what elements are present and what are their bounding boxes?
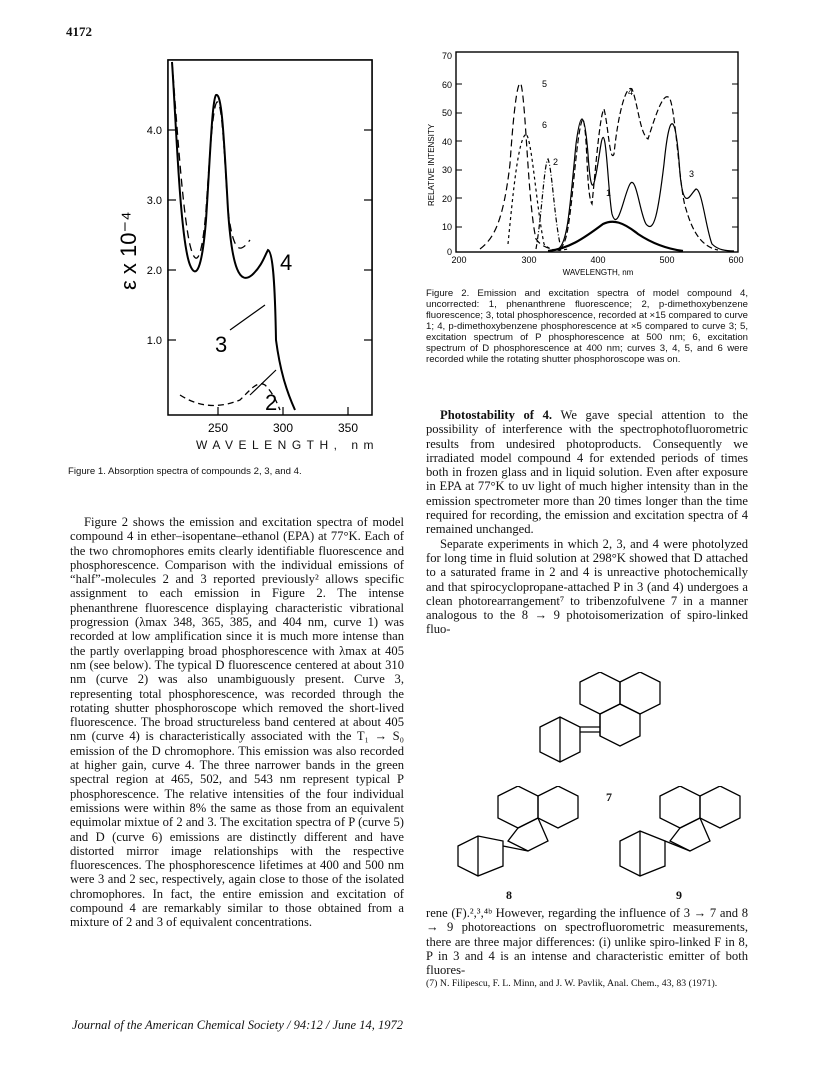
figure-2-caption (426, 288, 748, 365)
figure-1-frame (168, 60, 372, 415)
figure-2-plot (418, 44, 748, 284)
fig2-ytick: 20 (441, 194, 452, 204)
fig2-caption-text: Emission and excitation spectra of model compound 4, uncorrected: 1, phenanthrene fluorescence; 2, p-dimethoxybenzene fluorescence; 3, total phosphorescence, recorded at ×15 compared to curve 1; 4, p-dimethoxybenzene phosphorescence at ×5 compared to curve 3; 5, excitation spectrum of P phosphorescence at 500 nm; 6, excitation spectrum of D phosphorescence at 400 nm; curves 3, 4, 5, and 6 were recorded while the rotating shutter phosphoroscope was on. (426, 288, 748, 365)
structure-label-9: 9 (676, 888, 682, 902)
structure-7-tribenzofulvene (520, 672, 720, 772)
fig2-curve-label: 2 (553, 157, 559, 167)
fig2-xtick: 600 (728, 255, 744, 265)
fig1-ytick: 3.0 (146, 195, 162, 207)
right-column-top (426, 408, 748, 637)
fig2-caption-label: Figure 2. (426, 288, 470, 299)
left-column (70, 515, 404, 930)
structure-label-8: 8 (506, 888, 512, 902)
fig2-ytick: 70 (441, 51, 452, 61)
left-body-paragraph: Figure 2 shows the emission and excitation spectra of model compound 4 in ether–isopentane–ethanol (EPA) at 77°K. Each of the two chromophores emits clearly identifiable fluorescence and phosphorescence. Comparison with the individual emissions of “half”-molecules 2 and 3 reported previously² allows specific assignment to each emission in Figure 2. The intense phenanthrene fluorescence displaying characteristic vibrational progression (λmax 348, 365, 385, and 404 nm, curve 1) was recorded at low amplification since it is much more intense than the partly overlapping broad phosphorescence with λmax at 405 nm (see below). The typical D fluorescence centered at about 310 nm (curve 2) was also unambiguously present. Curve 3, representing total phosphorescence, was recorded through the rotating shutter phosphoroscope which removed the short-lived fluorescence. The broad structureless band centered at about 405 nm (curve 4) is characteristically associated with the T₁ → S₀ emission of the D chromophore. This emission was also recorded at higher gain, curve 4. The three narrower bands in the green spectral region at 465, 502, and 543 nm represent typical P phosphorescence. The relative intensities of the four individual emissions were within 8% the same as those from an equivalent equimolar mixtue of 2 and 3. The excitation spectra of P (curve 5) and D (curve 6) emissions are distinctly different and have distorted mirror image relationships with the respective fluorescences. The phosphorescence lifetimes at 400 and 500 nm were 3 and 2 sec, respectively, again close to those of the isolated chromophores. In fact, the entire emission and excitation of compound 4 are remarkably similar to those obtained from a mixture of 2 and 3 of equivalent concentrations. (70, 515, 404, 930)
fig2-xtick: 300 (521, 255, 537, 265)
fig1-ylabel: ε x 10⁻⁴ (116, 211, 141, 290)
fig1-ytick: 2.0 (146, 265, 162, 277)
figure-1-plot (90, 40, 410, 440)
fig1-curve-label: 3 (215, 332, 228, 357)
right-paragraph-1: We gave special attention to the possibility of interference with the spectrophotofluorometric results from undesired photoproducts. Consequently we irradiated model compound 4 for extended periods of times both in frozen glass and in liquid solution. Even after exposure in EPA at 77°K to uv light of much higher intensity than in the emission spectrometer more than 20 times longer than the time required for recording, the emission and excitation spectra of 4 remained unchanged. (426, 408, 749, 537)
fig1-xlabel: WAVELENGTH, nm (196, 438, 380, 452)
fig1-curve-label: 2 (265, 390, 278, 415)
fig1-ytick: 4.0 (146, 125, 162, 137)
fig2-xtick: 400 (590, 255, 606, 265)
fig2-ytick: 50 (441, 108, 452, 118)
fig2-xlabel: WAVELENGTH, nm (562, 268, 634, 277)
right-column-bottom (426, 906, 748, 977)
page-number: 4172 (66, 24, 92, 39)
fig1-caption-text: Absorption spectra of compounds 2, 3, and 4. (108, 466, 302, 477)
fig2-ytick: 0 (446, 247, 452, 257)
fig2-curve-label: 6 (542, 120, 548, 130)
fig2-curve-label: 5 (542, 79, 548, 89)
fig1-xtick: 350 (337, 421, 359, 435)
right-paragraph-2: Separate experiments in which 2, 3, and 4 were photolyzed for long time in fluid solution at 298°K showed that D attached to a saturated frame in 2 and 4 is unreactive photochemically and that spirocyclopropane-attached P in 3 (and 4) undergoes a clean photorearrangement⁷ to tribenzofulvene 7 in a manner analogous to the 8 → 9 photoisomerization of spiro-linked fluo- (426, 536, 748, 637)
fig2-curve-label: 4 (628, 87, 634, 97)
fig2-ytick: 60 (441, 80, 452, 90)
journal-footer: Journal of the American Chemical Society / 94:12 / June 14, 1972 (72, 1018, 403, 1032)
figure-1-caption (68, 466, 408, 477)
fig1-caption-label: Figure 1. (68, 466, 106, 477)
structure-8-spirofluorene (448, 786, 588, 886)
fig1-xtick: 250 (207, 421, 229, 435)
fig2-xtick: 500 (659, 255, 675, 265)
right-paragraph-3: rene (F).²,³,⁴ᵇ However, regarding the influence of 3 → 7 and 8 → 9 photoreactions on spectrofluorometric measurements, there are three major differences: (i) unlike spiro-linked F in 8, P in 3 and 4 is an intense and characteristic emitter of both fluores- (426, 906, 748, 978)
fig2-curve-label: 1 (606, 188, 612, 198)
section-heading: Photostability of 4. (440, 408, 553, 422)
fig2-ytick: 40 (441, 137, 452, 147)
fig1-xtick: 300 (272, 421, 294, 435)
fig2-ylabel: RELATIVE INTENSITY (427, 123, 436, 206)
fig1-ytick: 1.0 (146, 335, 162, 347)
fig2-xtick: 200 (451, 255, 467, 265)
fig2-ytick: 10 (441, 222, 452, 232)
structure-label-7: 7 (606, 790, 612, 804)
footnote: (7) N. Filipescu, F. L. Minn, and J. W. Pavlik, Anal. Chem., 43, 83 (1971). (426, 978, 718, 989)
fig1-curve-label: 4 (280, 250, 293, 275)
fig2-curve-label: 3 (689, 169, 695, 179)
fig2-ytick: 30 (441, 165, 452, 175)
structure-9-photoproduct (610, 786, 750, 886)
